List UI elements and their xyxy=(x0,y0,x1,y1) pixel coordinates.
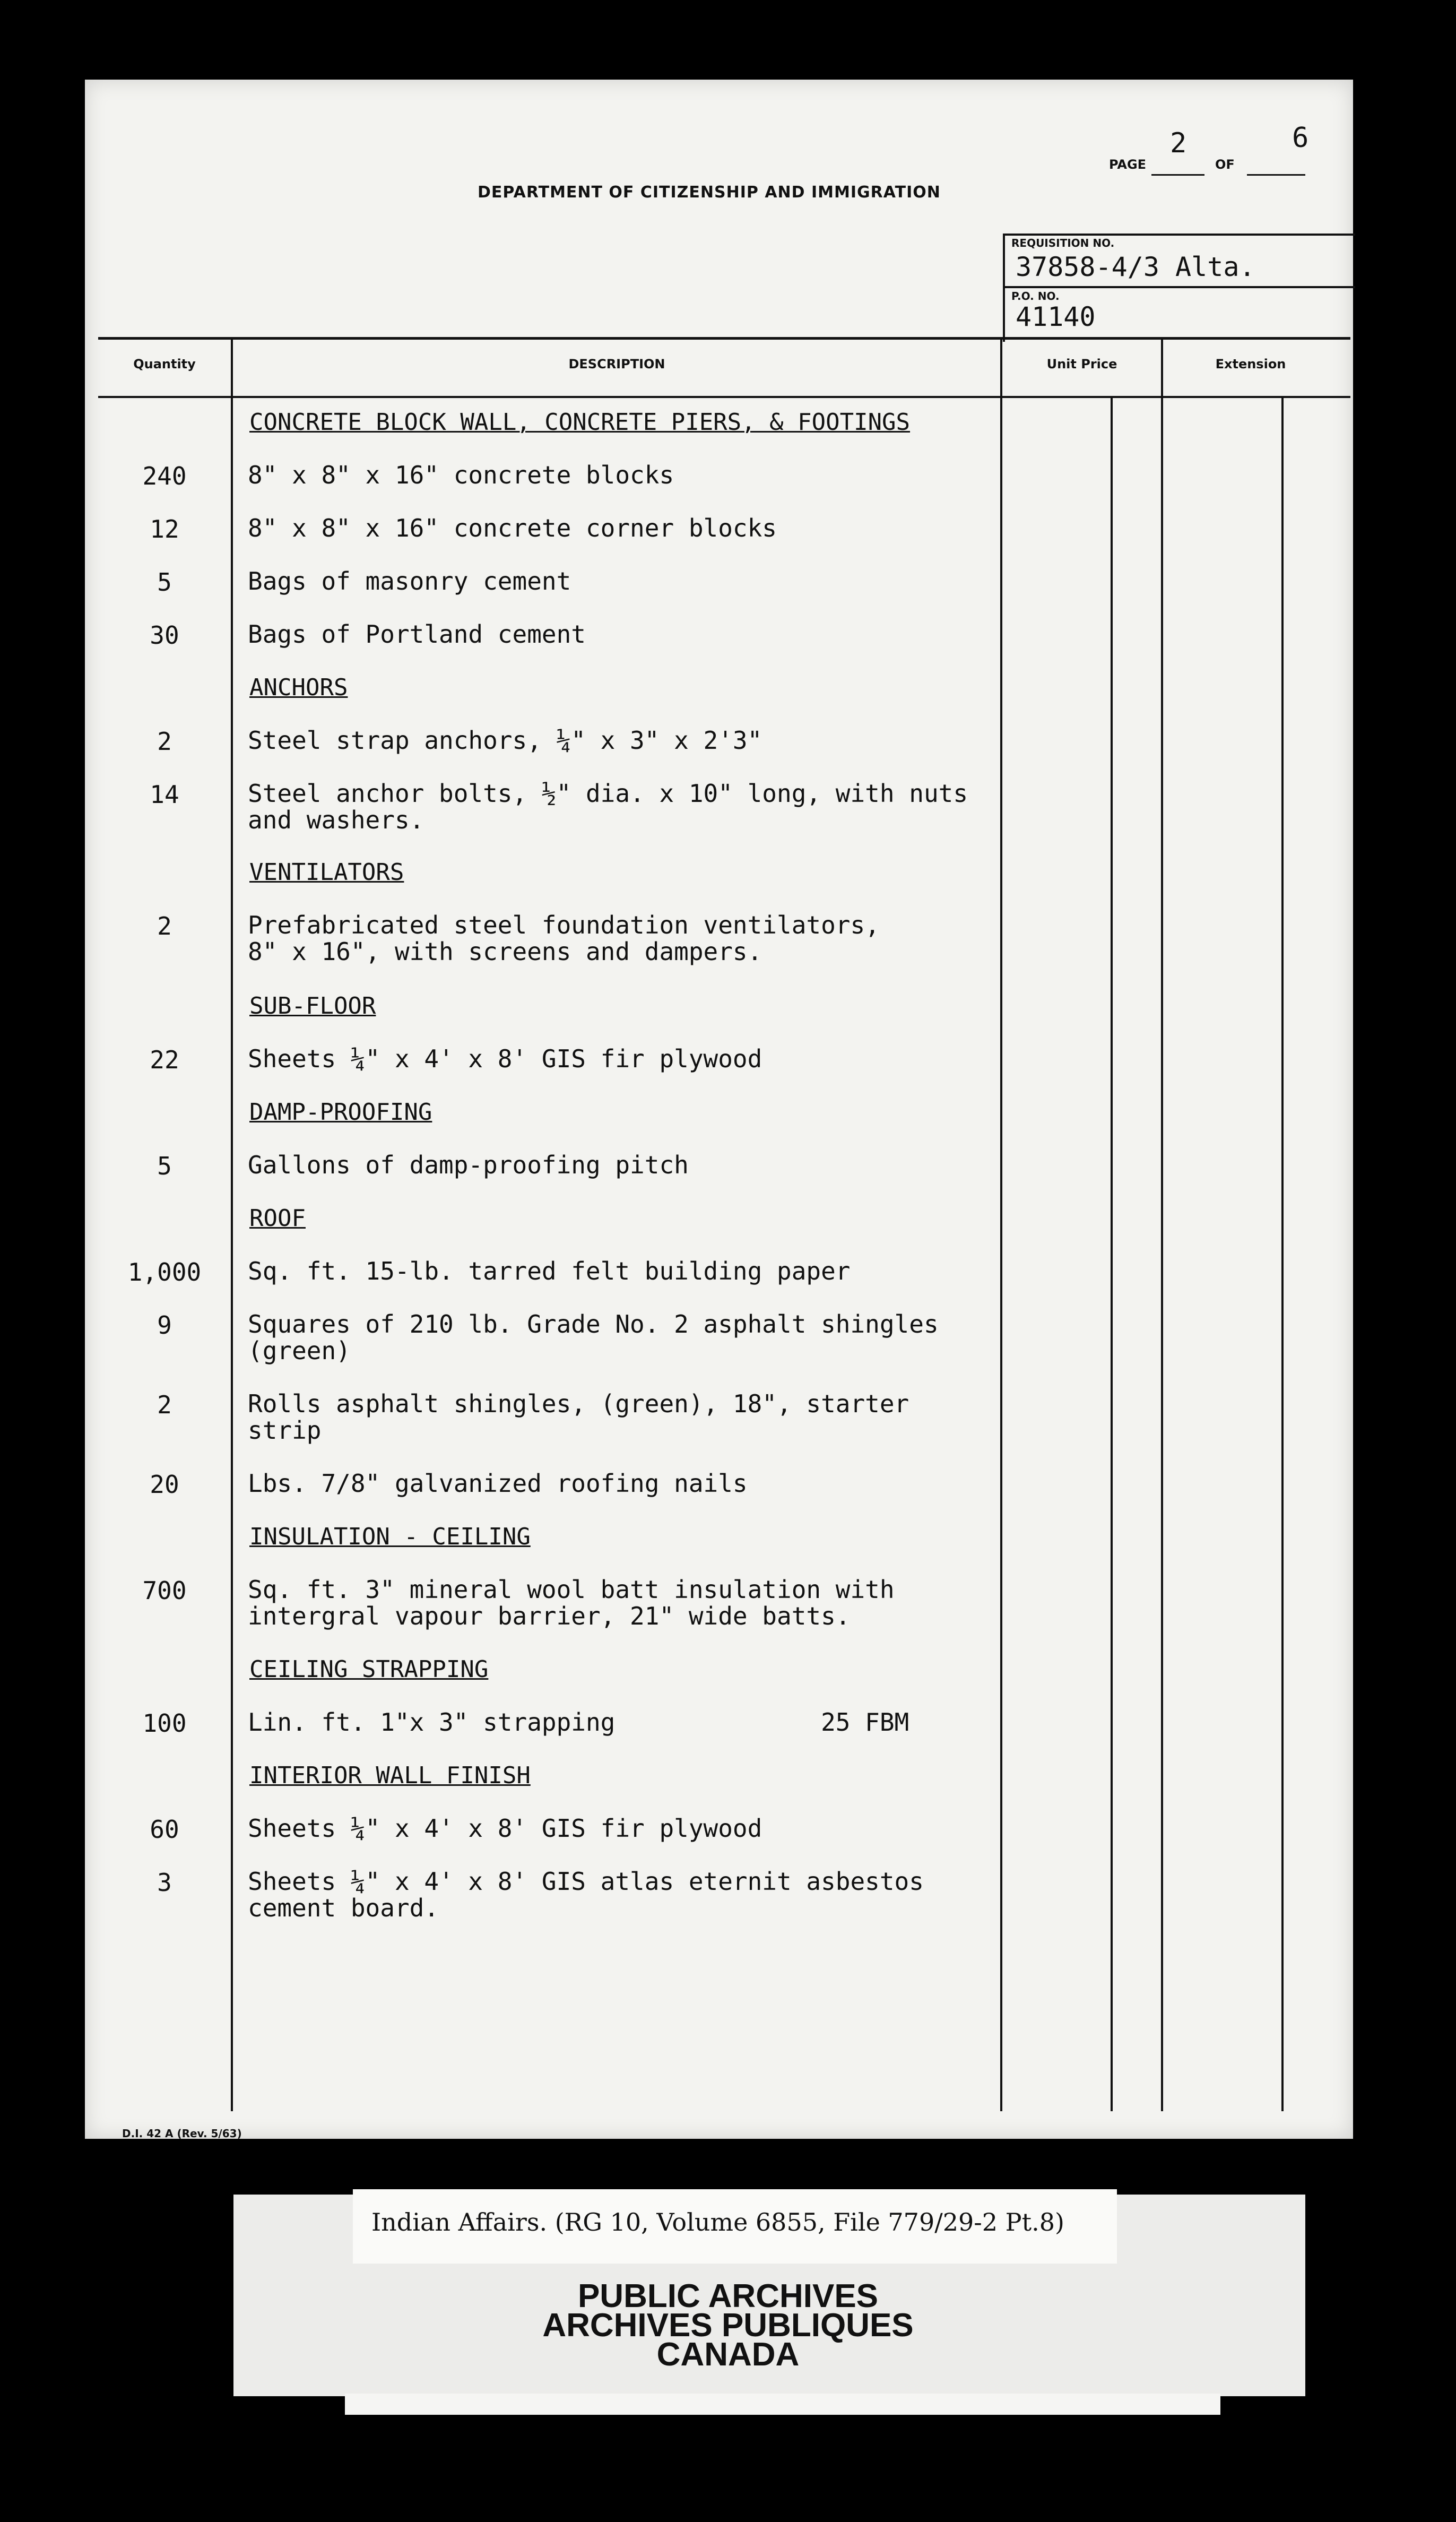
archive-stamp-line: CANADA xyxy=(656,2336,800,2373)
section-heading: CEILING STRAPPING xyxy=(249,1656,489,1683)
item-quantity: 20 xyxy=(150,1470,179,1499)
quantity-header: Quantity xyxy=(133,357,196,372)
of-label: OF xyxy=(1215,157,1235,172)
archive-stamp-line: PUBLIC ARCHIVES xyxy=(577,2278,879,2314)
total-underline xyxy=(1247,174,1305,176)
item-description: Lbs. 7/8" galvanized roofing nails xyxy=(248,1469,748,1498)
section-heading: ANCHORS xyxy=(249,674,348,701)
page-label: PAGE xyxy=(1109,157,1147,172)
item-quantity: 240 xyxy=(142,462,187,490)
extension-cents-line xyxy=(1281,398,1284,2111)
item-description: Sheets ¼" x 4' x 8' GIS atlas eternit asbestos cement board. xyxy=(248,1867,924,1922)
item-description: Squares of 210 lb. Grade No. 2 asphalt shingles (green) xyxy=(248,1310,939,1365)
item-description: Sq. ft. 15-lb. tarred felt building paper xyxy=(248,1257,851,1285)
item-quantity: 2 xyxy=(157,912,172,940)
item-description: Bags of Portland cement xyxy=(248,620,586,649)
requisition-label: REQUISITION NO. xyxy=(1011,237,1115,249)
item-description: 8" x 8" x 16" concrete blocks xyxy=(248,461,674,489)
item-quantity: 12 xyxy=(150,515,179,543)
description-header: DESCRIPTION xyxy=(568,357,665,372)
item-description: Lin. ft. 1"x 3" strapping 25 FBM xyxy=(248,1708,909,1737)
requisition-value: 37858-4/3 Alta. xyxy=(1016,252,1255,282)
item-description: Steel strap anchors, ¼" x 3" x 2'3" xyxy=(248,726,762,755)
item-quantity: 1,000 xyxy=(127,1258,202,1286)
section-heading: CONCRETE BLOCK WALL, CONCRETE PIERS, & FOOTINGS xyxy=(249,409,911,436)
section-heading: INSULATION - CEILING xyxy=(249,1523,531,1550)
page-underline xyxy=(1151,174,1204,176)
item-quantity: 700 xyxy=(142,1576,187,1605)
item-description: Bags of masonry cement xyxy=(248,567,571,595)
extension-column-line xyxy=(1161,339,1163,2111)
page-total: 6 xyxy=(1292,122,1309,154)
item-quantity: 100 xyxy=(142,1709,187,1738)
item-quantity: 22 xyxy=(150,1046,179,1074)
requisition-sheet xyxy=(85,80,1353,2139)
item-description: 8" x 8" x 16" concrete corner blocks xyxy=(248,514,777,542)
item-quantity: 9 xyxy=(157,1311,172,1340)
unit-price-header: Unit Price xyxy=(1046,357,1117,372)
section-heading: VENTILATORS xyxy=(249,859,404,886)
description-column-line xyxy=(1000,339,1002,2111)
form-number: D.I. 42 A (Rev. 5/63) xyxy=(122,2127,242,2140)
quantity-column-line xyxy=(231,339,233,2111)
item-quantity: 5 xyxy=(157,568,172,597)
item-quantity: 2 xyxy=(157,727,172,756)
item-quantity: 2 xyxy=(157,1390,172,1419)
extension-header: Extension xyxy=(1215,357,1286,372)
section-heading: SUB-FLOOR xyxy=(249,992,376,1020)
item-quantity: 3 xyxy=(157,1868,172,1897)
white-strip xyxy=(345,2394,1220,2415)
item-description: Sheets ¼" x 4' x 8' GIS fir plywood xyxy=(248,1814,762,1843)
department-heading: DEPARTMENT OF CITIZENSHIP AND IMMIGRATION xyxy=(478,183,941,202)
section-heading: INTERIOR WALL FINISH xyxy=(249,1762,531,1789)
item-quantity: 5 xyxy=(157,1152,172,1180)
item-description: Sheets ¼" x 4' x 8' GIS fir plywood xyxy=(248,1044,762,1073)
requisition-box xyxy=(1003,234,1355,342)
section-heading: DAMP-PROOFING xyxy=(249,1099,432,1126)
unit-price-cents-line xyxy=(1111,398,1113,2111)
item-description: Gallons of damp-proofing pitch xyxy=(248,1151,689,1179)
page-number: 2 xyxy=(1170,127,1187,159)
po-value: 41140 xyxy=(1016,301,1096,332)
item-quantity: 60 xyxy=(150,1815,179,1844)
item-quantity: 30 xyxy=(150,621,179,650)
section-heading: ROOF xyxy=(249,1205,306,1232)
item-description: Rolls asphalt shingles, (green), 18", starter strip xyxy=(248,1389,909,1445)
po-label: P.O. NO. xyxy=(1011,290,1060,303)
requisition-divider xyxy=(1005,286,1355,288)
item-description: Steel anchor bolts, ½" dia. x 10" long, with nuts and washers. xyxy=(248,779,968,834)
item-quantity: 14 xyxy=(150,780,179,809)
item-description: Sq. ft. 3" mineral wool batt insulation with intergral vapour barrier, 21" wide batts. xyxy=(248,1575,895,1630)
archive-reference: Indian Affairs. (RG 10, Volume 6855, File 779/29-2 Pt.8) xyxy=(371,2208,1064,2236)
item-description: Prefabricated steel foundation ventilators, 8" x 16", with screens and dampers. xyxy=(248,911,880,966)
archive-stamp-line: ARCHIVES PUBLIQUES xyxy=(542,2307,914,2344)
